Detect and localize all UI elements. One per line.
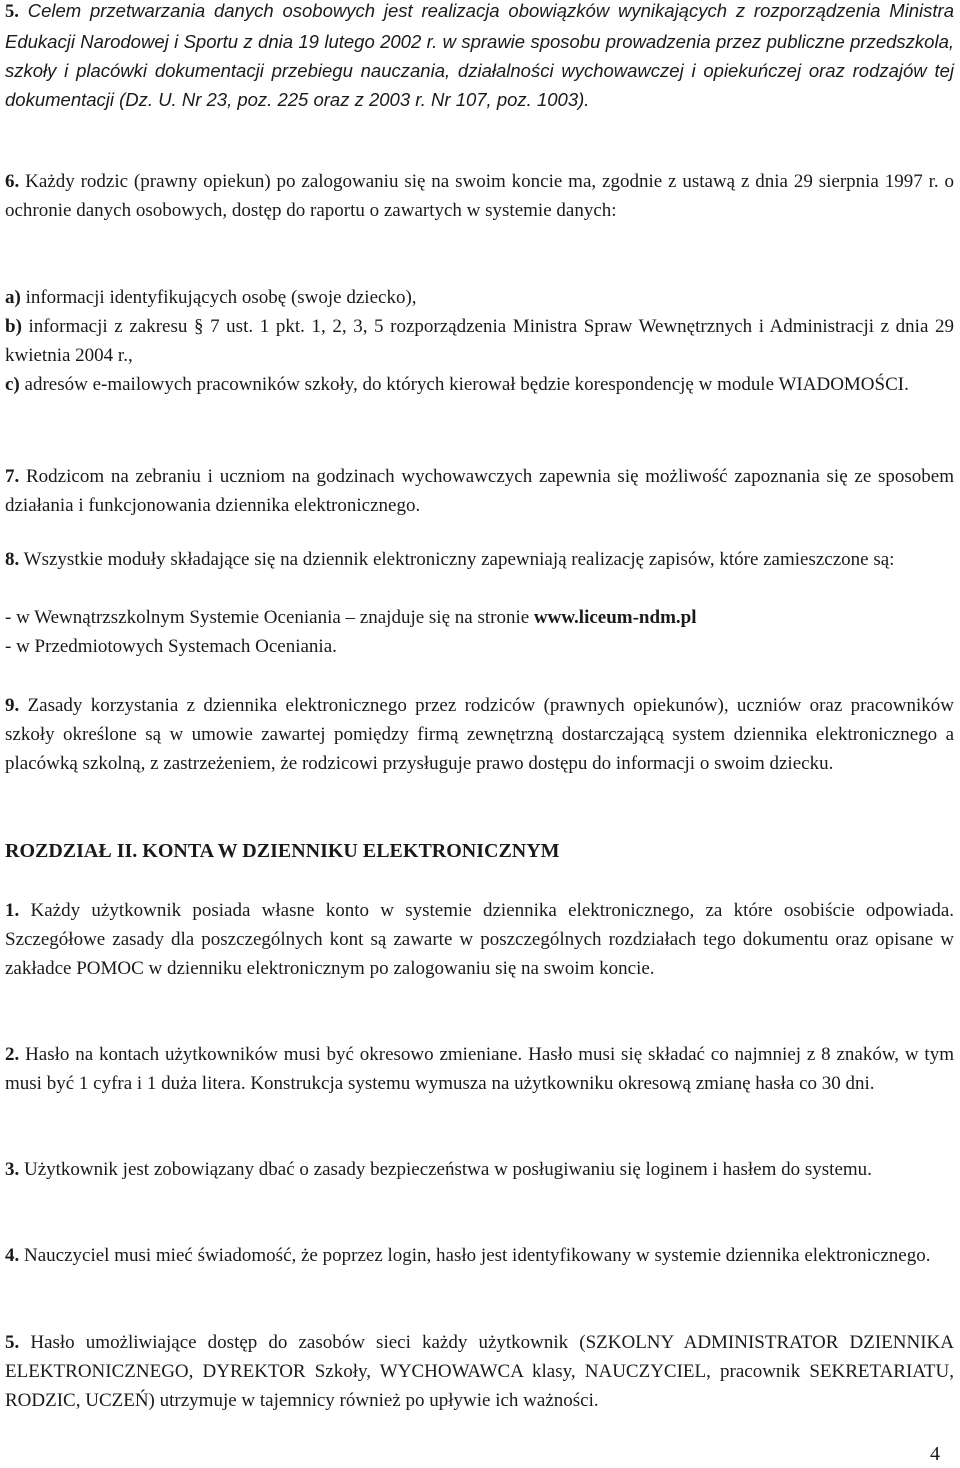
paragraph-text: Celem przetwarzania danych osobowych jest realizacja obowiązków wynikających z rozporządzenia Ministra Edukacji Narodowej i Sportu z dnia 19 lutego 2002 r. w sprawie sposobu prowadzenia przez publiczne przedszkola, szkoły i placówki dokumentacji przebiegu nauczania, działalności wychowawczej i opiekuńczej oraz rodzajów tej dokumentacji (Dz. U. Nr 23, poz. 225 oraz z 2003 r. Nr 107, poz. 1003). bbox=[5, 0, 954, 110]
list-text: - w Przedmiotowych Systemach Oceniania. bbox=[5, 636, 337, 657]
section-item-5 bbox=[5, 1328, 954, 1415]
paragraph-5 bbox=[5, 0, 954, 114]
list-text: - w Wewnątrzszkolnym Systemie Oceniania – znajduje się na stronie bbox=[5, 607, 530, 628]
paragraph-number: 5. bbox=[5, 2, 19, 22]
paragraph-number: 5. bbox=[5, 1332, 20, 1353]
paragraph-text: Rodzicom na zebraniu i uczniom na godzinach wychowawczych zapewnia się możliwość zapoznania się ze sposobem działania i funkcjonowania dziennika elektronicznego. bbox=[5, 466, 954, 516]
paragraph-text: Każdy rodzic (prawny opiekun) po zalogowaniu się na swoim koncie ma, zgodnie z ustawą z dnia 29 sierpnia 1997 r. o ochronie danych osobowych, dostęp do raportu o zawartych w systemie danych: bbox=[5, 171, 954, 221]
paragraph-8-line-2 bbox=[5, 632, 954, 661]
paragraph-number: 1. bbox=[5, 900, 20, 921]
list-text: informacji identyfikujących osobę (swoje dziecko), bbox=[25, 287, 417, 308]
paragraph-text: Hasło na kontach użytkowników musi być okresowo zmieniane. Hasło musi się składać co najmniej z 8 znaków, w tym musi być 1 cyfra i 1 duża litera. Konstrukcja systemu wymusza na użytkowniku okresową zmianę hasła co 30 dni. bbox=[5, 1044, 954, 1094]
website-link[interactable]: www.liceum-ndm.pl bbox=[533, 607, 697, 628]
list-text: adresów e-mailowych pracowników szkoły, do których kierował będzie korespondencję w module WIADOMOŚCI. bbox=[24, 374, 909, 395]
paragraph-text: Wszystkie moduły składające się na dziennik elektroniczny zapewniają realizację zapisów, które zamieszczone są: bbox=[23, 549, 895, 570]
list-item-a bbox=[5, 283, 954, 312]
paragraph-text: Każdy użytkownik posiada własne konto w systemie dziennika elektronicznego, za które osobiście odpowiada. Szczegółowe zasady dla poszczególnych kont są zawarte w poszczególnych rozdziałach tego dokumentu oraz opisane w zakładce POMOC w dzienniku elektronicznym po zalogowaniu się na swoim koncie. bbox=[5, 900, 955, 979]
paragraph-text: Nauczyciel musi mieć świadomość, że poprzez login, hasło jest identyfikowany w systemie dziennika elektronicznego. bbox=[24, 1245, 931, 1266]
list-label: b) bbox=[5, 316, 22, 337]
section-item-1 bbox=[5, 896, 954, 983]
list-label: a) bbox=[5, 287, 21, 308]
paragraph-text: Użytkownik jest zobowiązany dbać o zasady bezpieczeństwa w posługiwaniu się loginem i hasłem do systemu. bbox=[24, 1159, 872, 1180]
section-item-3 bbox=[5, 1155, 954, 1184]
list-text: informacji z zakresu § 7 ust. 1 pkt. 1, 2, 3, 5 rozporządzenia Ministra Spraw Wewnętrznych i Administracji z dnia 29 kwietnia 2004 r., bbox=[5, 316, 955, 366]
paragraph-8 bbox=[5, 545, 954, 574]
paragraph-number: 7. bbox=[5, 466, 20, 487]
paragraph-text: Hasło umożliwiające dostęp do zasobów sieci każdy użytkownik (SZKOLNY ADMINISTRATOR DZIENNIKA ELEKTRONICZNEGO, DYREKTOR Szkoły, WYCHOWAWCA klasy, NAUCZYCIEL, pracownik SEKRETARIATU, RODZIC, UCZEŃ) utrzymuje w tajemnicy również po upływie ich ważności. bbox=[5, 1332, 954, 1411]
paragraph-7 bbox=[5, 462, 954, 520]
section-item-2 bbox=[5, 1040, 954, 1098]
paragraph-number: 8. bbox=[5, 549, 20, 570]
paragraph-8-line-1 bbox=[5, 603, 954, 632]
paragraph-number: 2. bbox=[5, 1044, 20, 1065]
paragraph-6 bbox=[5, 167, 954, 225]
paragraph-number: 6. bbox=[5, 171, 20, 192]
list-item-c bbox=[5, 370, 954, 399]
paragraph-9 bbox=[5, 691, 954, 778]
page-number: 4 bbox=[930, 1443, 940, 1465]
paragraph-text: Zasady korzystania z dziennika elektronicznego przez rodziców (prawnych opiekunów), uczniów oraz pracowników szkoły określone są w umowie zawartej pomiędzy firmą zewnętrzną dostarczającą system dziennika elektronicznego a placówką szkolną, z zastrzeżeniem, że rodzicowi przysługuje prawo dostępu do informacji o swoim dziecku. bbox=[5, 695, 955, 774]
section-item-4 bbox=[5, 1241, 954, 1270]
paragraph-number: 9. bbox=[5, 695, 20, 716]
chapter-heading: ROZDZIAŁ II. KONTA W DZIENNIKU ELEKTRONICZNYM bbox=[5, 840, 560, 862]
paragraph-number: 3. bbox=[5, 1159, 20, 1180]
list-label: c) bbox=[5, 374, 20, 395]
paragraph-number: 4. bbox=[5, 1245, 20, 1266]
list-item-b bbox=[5, 312, 954, 370]
